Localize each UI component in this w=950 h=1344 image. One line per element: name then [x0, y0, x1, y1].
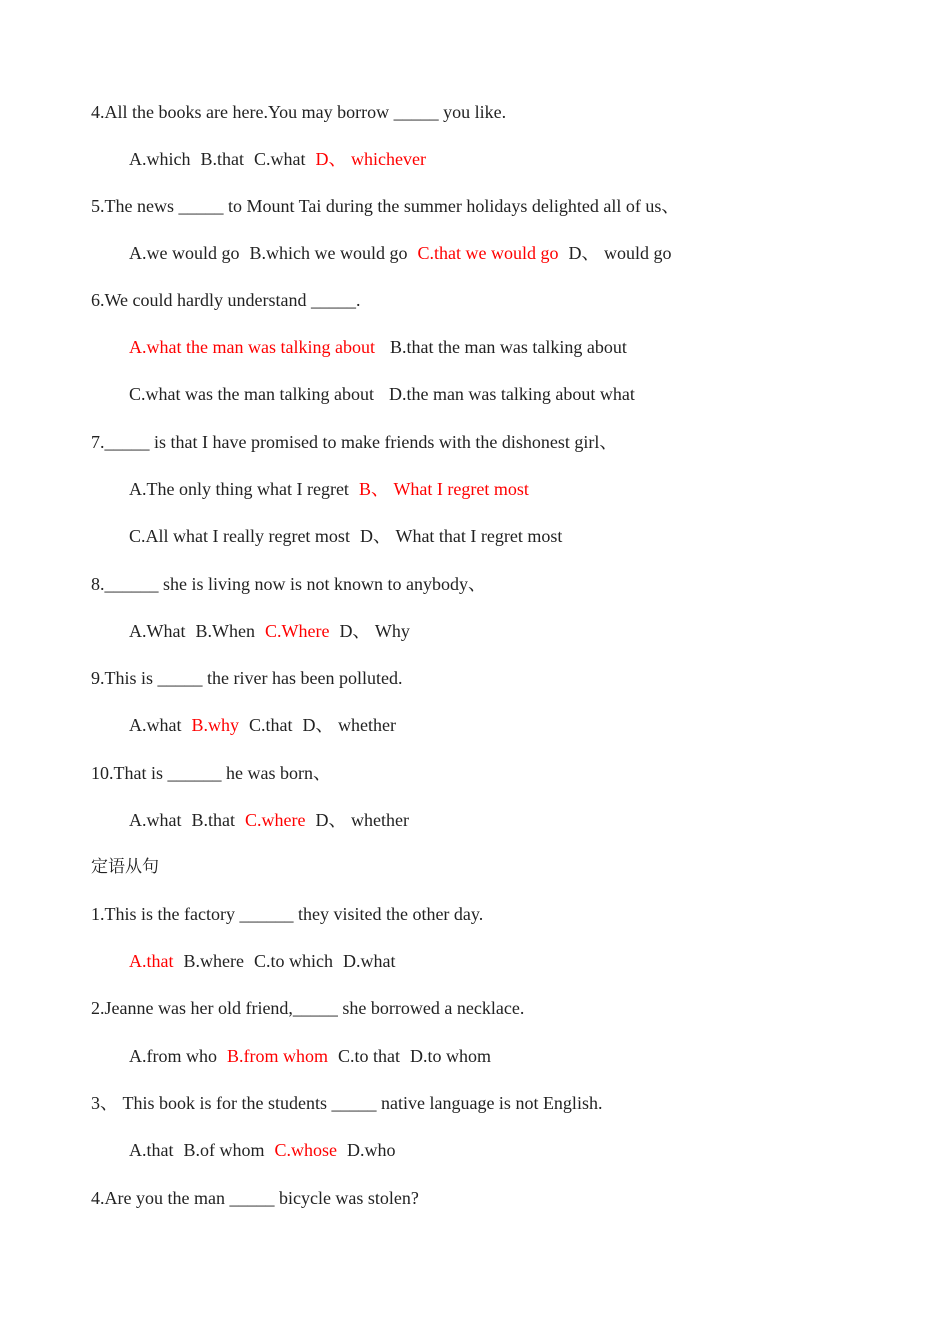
option-b: B.which we would go	[249, 243, 408, 263]
option-a: A.The only thing what I regret	[129, 479, 349, 499]
section-title: 定语从句	[91, 857, 159, 877]
relative-options-3	[129, 1136, 396, 1164]
option-b: B.where	[183, 951, 244, 971]
option-c: C.All what I really regret most	[129, 526, 350, 546]
option-a: A.what	[129, 810, 182, 830]
question-7: 7._____ is that I have promised to make friends with the dishonest girl、	[91, 432, 618, 452]
option-d: D、 would go	[568, 243, 672, 263]
option-c: C.what was the man talking about	[129, 384, 374, 404]
answer-option-b: B.why	[191, 715, 240, 735]
options-6-row-1	[129, 333, 627, 361]
relative-options-2	[129, 1042, 491, 1070]
options-6-row-2	[129, 380, 635, 408]
answer-option-d: D、 whichever	[315, 149, 426, 169]
options-7-row-2	[129, 522, 562, 550]
options-5	[129, 239, 671, 267]
relative-question-3: 3、 This book is for the students _____ native language is not English.	[91, 1093, 603, 1113]
option-d: D、 whether	[302, 715, 396, 735]
option-d: D、 What that I regret most	[359, 526, 563, 546]
answer-option-c: C.whose	[274, 1140, 337, 1160]
option-d: D.who	[347, 1140, 396, 1160]
option-c: C.what	[254, 149, 306, 169]
option-a: A.from who	[129, 1046, 217, 1066]
option-d: D、 whether	[315, 810, 409, 830]
option-c: C.to that	[338, 1046, 400, 1066]
options-7-row-1	[129, 475, 529, 503]
option-b: B.of whom	[183, 1140, 265, 1160]
option-d: D、 Why	[339, 621, 410, 641]
relative-question-1: 1.This is the factory ______ they visited the other day.	[91, 904, 484, 924]
option-d: D.what	[342, 951, 396, 971]
option-b: B.that	[200, 149, 244, 169]
options-4	[129, 145, 426, 173]
answer-option-b: B.from whom	[227, 1046, 328, 1066]
question-8: 8.______ she is living now is not known to anybody、	[91, 574, 486, 594]
question-10: 10.That is ______ he was born、	[91, 763, 331, 783]
answer-option-a: A.that	[129, 951, 174, 971]
option-a: A.we would go	[129, 243, 240, 263]
question-5: 5.The news _____ to Mount Tai during the summer holidays delighted all of us、	[91, 196, 680, 216]
relative-options-1	[129, 947, 395, 975]
option-a: A.What	[129, 621, 186, 641]
option-a: A.which	[129, 149, 191, 169]
option-d: D.the man was talking about what	[388, 384, 635, 404]
question-9: 9.This is _____ the river has been polluted.	[91, 668, 403, 688]
answer-option-c: C.where	[245, 810, 306, 830]
option-d: D.to whom	[410, 1046, 491, 1066]
option-c: C.that	[249, 715, 293, 735]
answer-option-c: C.Where	[264, 621, 330, 641]
question-6: 6.We could hardly understand _____.	[91, 290, 361, 310]
option-b: B.that	[191, 810, 235, 830]
question-4: 4.All the books are here.You may borrow _____ you like.	[91, 102, 507, 122]
option-b: B.that the man was talking about	[389, 337, 627, 357]
relative-question-4: 4.Are you the man _____ bicycle was stolen?	[91, 1188, 419, 1208]
options-8	[129, 617, 410, 645]
answer-option-c: C.that we would go	[417, 243, 559, 263]
option-a: A.what	[129, 715, 182, 735]
options-9	[129, 711, 396, 739]
answer-option-a: A.what the man was talking about	[129, 337, 375, 357]
relative-question-2: 2.Jeanne was her old friend,_____ she borrowed a necklace.	[91, 998, 525, 1018]
answer-option-b: B、 What I regret most	[358, 479, 529, 499]
option-b: B.When	[195, 621, 255, 641]
option-a: A.that	[129, 1140, 174, 1160]
option-c: C.to which	[253, 951, 333, 971]
options-10	[129, 806, 409, 834]
